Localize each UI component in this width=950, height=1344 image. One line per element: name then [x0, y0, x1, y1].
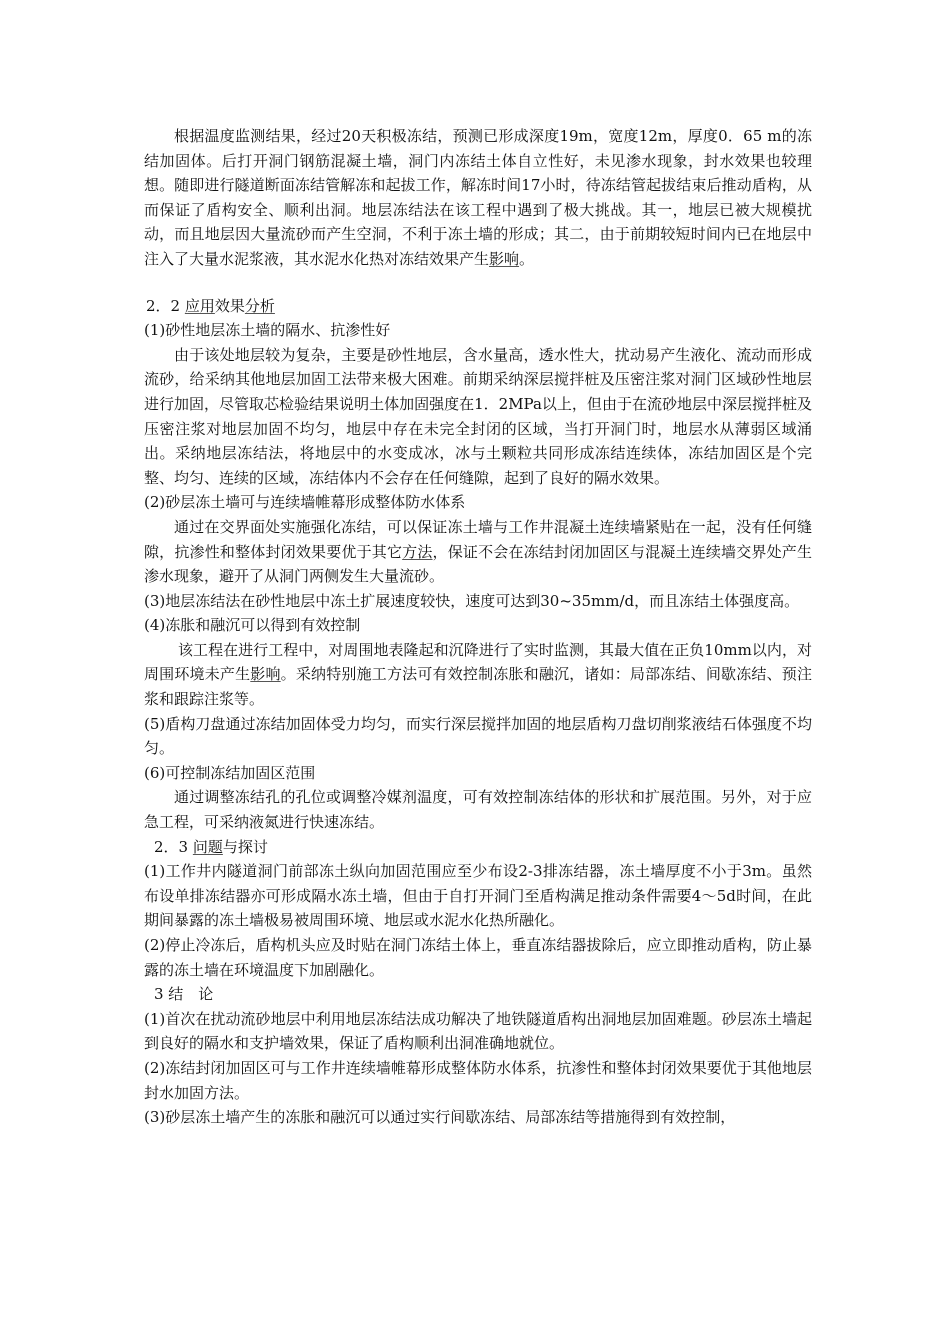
- question-2: (2)停止冷冻后，盾构机头应及时贴在洞门冻结土体上，垂直冻结器拔除后，应立即推动盾构，防止暴露的冻土墙在环境温度下加剧融化。: [144, 936, 812, 979]
- item-6-body: 通过调整冻结孔的孔位或调整冷媒剂温度，可有效控制冻结体的形状和扩展范围。另外，对于应急工程，可采纳液氮进行快速冻结。: [144, 788, 812, 832]
- conclusion-2: (2)冻结封闭加固区可与工作井连续墙帷幕形成整体防水体系，抗渗性和整体封闭效果要优于其他地层封水加固方法。: [144, 1058, 812, 1102]
- item-3: (3)地层冻结法在砂性地层中冻土扩展速度较快，速度可达到30~35mm/d，而且冻结土体强度高。: [144, 591, 800, 610]
- item-4-title: (4)冻胀和融沉可以得到有效控制: [144, 616, 361, 635]
- intro-paragraph: [144, 124, 812, 272]
- intro-text: 根据温度监测结果，经过20天积极冻结，预测已形成深度19m，宽度12m，厚度0．65 m的冻结加固体。后打开洞门钢筋混凝土墙，洞门内冻结土体自立性好，未见渗水现象，封水效果也较理想。随即进行隧道断面冻结管解冻和起拔工作，解冻时间17小时，待冻结管起拔结束后推动盾构，从而保证了盾构安全、顺利出洞。地层冻结法在该工程中遇到了极大挑战。其一，地层已被大规模扰动，而且地层因大量流砂而产生空洞，不利于冻土墙的形成；其二，由于前期较短时间内已在地层中注入了大量水泥浆液，其水泥水化热对冻结效果产生: [144, 127, 812, 268]
- item-5: (5)盾构刀盘通过冻结加固体受力均匀，而实行深层搅拌加固的地层盾构刀盘切削浆液结石体强度不均匀。: [144, 714, 812, 758]
- item-1-body: 由于该处地层较为复杂，主要是砂性地层，含水量高，透水性大，扰动易产生液化、流动而形成流砂，给采纳其他地层加固工法带来极大困难。前期采纳深层搅拌桩及压密注浆对洞门区域砂性地层进行加固，尽管取芯检验结果说明土体加固强度在1．2MPa以上，但由于在流砂地层中深层搅拌桩及压密注浆对地层加固不均匀，地层中存在未完全封闭的区域，当打开洞门时，地层水从薄弱区域涌出。采纳地层冻结法，将地层中的水变成冰，冰与土颗粒共同形成冻结连续体，冻结加固区是个完整、均匀、连续的区域，冻结体内不会存在任何缝隙，起到了良好的隔水效果。: [144, 345, 812, 487]
- spacer: [144, 272, 812, 294]
- link-influence[interactable]: 影响: [489, 249, 520, 268]
- question-1: (1)工作井内隧道洞门前部冻土纵向加固范围应至少布设2-3排冻结器，冻土墙厚度不小于3m。虽然布设单排冻结器亦可形成隔水冻土墙，但由于自打开洞门至盾构满足推动条件需要4～5d时间，在此期间暴露的冻土墙极易被周围环境、地层或水泥水化热所融化。: [144, 862, 812, 930]
- link-application[interactable]: 应用: [184, 296, 215, 315]
- link-problem[interactable]: 问题: [192, 837, 223, 856]
- section-heading-2-2: 2．2 应用效果分析: [146, 296, 275, 315]
- item-6-title: (6)可控制冻结加固区范围: [144, 763, 316, 782]
- link-influence-2[interactable]: 影响: [250, 665, 281, 684]
- conclusion-1: (1)首次在扰动流砂地层中利用地层冻结法成功解决了地铁隧道盾构出洞地层加固难题。砂层冻土墙起到良好的隔水和支护墙效果，保证了盾构顺利出洞准确地就位。: [144, 1009, 812, 1053]
- link-method[interactable]: 方法: [402, 542, 433, 561]
- item-1-title: (1)砂性地层冻土墙的隔水、抗渗性好: [144, 321, 391, 340]
- section-heading-3: 3 结 论: [154, 985, 214, 1004]
- conclusion-3: (3)砂层冻土墙产生的冻胀和融沉可以通过实行间歇冻结、局部冻结等措施得到有效控制，: [144, 1108, 736, 1127]
- item-2-body: 通过在交界面处实施强化冻结，可以保证冻土墙与工作井混凝土连续墙紧贴在一起，没有任何缝隙，抗渗性和整体封闭效果要优于其它方法，保证不会在冻结封闭加固区与混凝土连续墙交界处产生渗水现象，避开了从洞门两侧发生大量流砂。: [144, 517, 812, 586]
- intro-end: 。: [519, 249, 535, 268]
- document-page: [144, 124, 812, 1130]
- section-heading-2-3: 2．3 问题与探讨: [154, 837, 268, 856]
- item-2-title: (2)砂层冻土墙可与连续墙帷幕形成整体防水体系: [144, 493, 466, 512]
- item-4-body: 该工程在进行工程中，对周围地表隆起和沉降进行了实时监测，其最大值在正负10mm以内，对周围环境未产生影响。采纳特别施工方法可有效控制冻胀和融沉，诸如：局部冻结、间歇冻结、预注浆和跟踪注浆等。: [144, 640, 812, 709]
- link-analysis[interactable]: 分析: [244, 296, 275, 315]
